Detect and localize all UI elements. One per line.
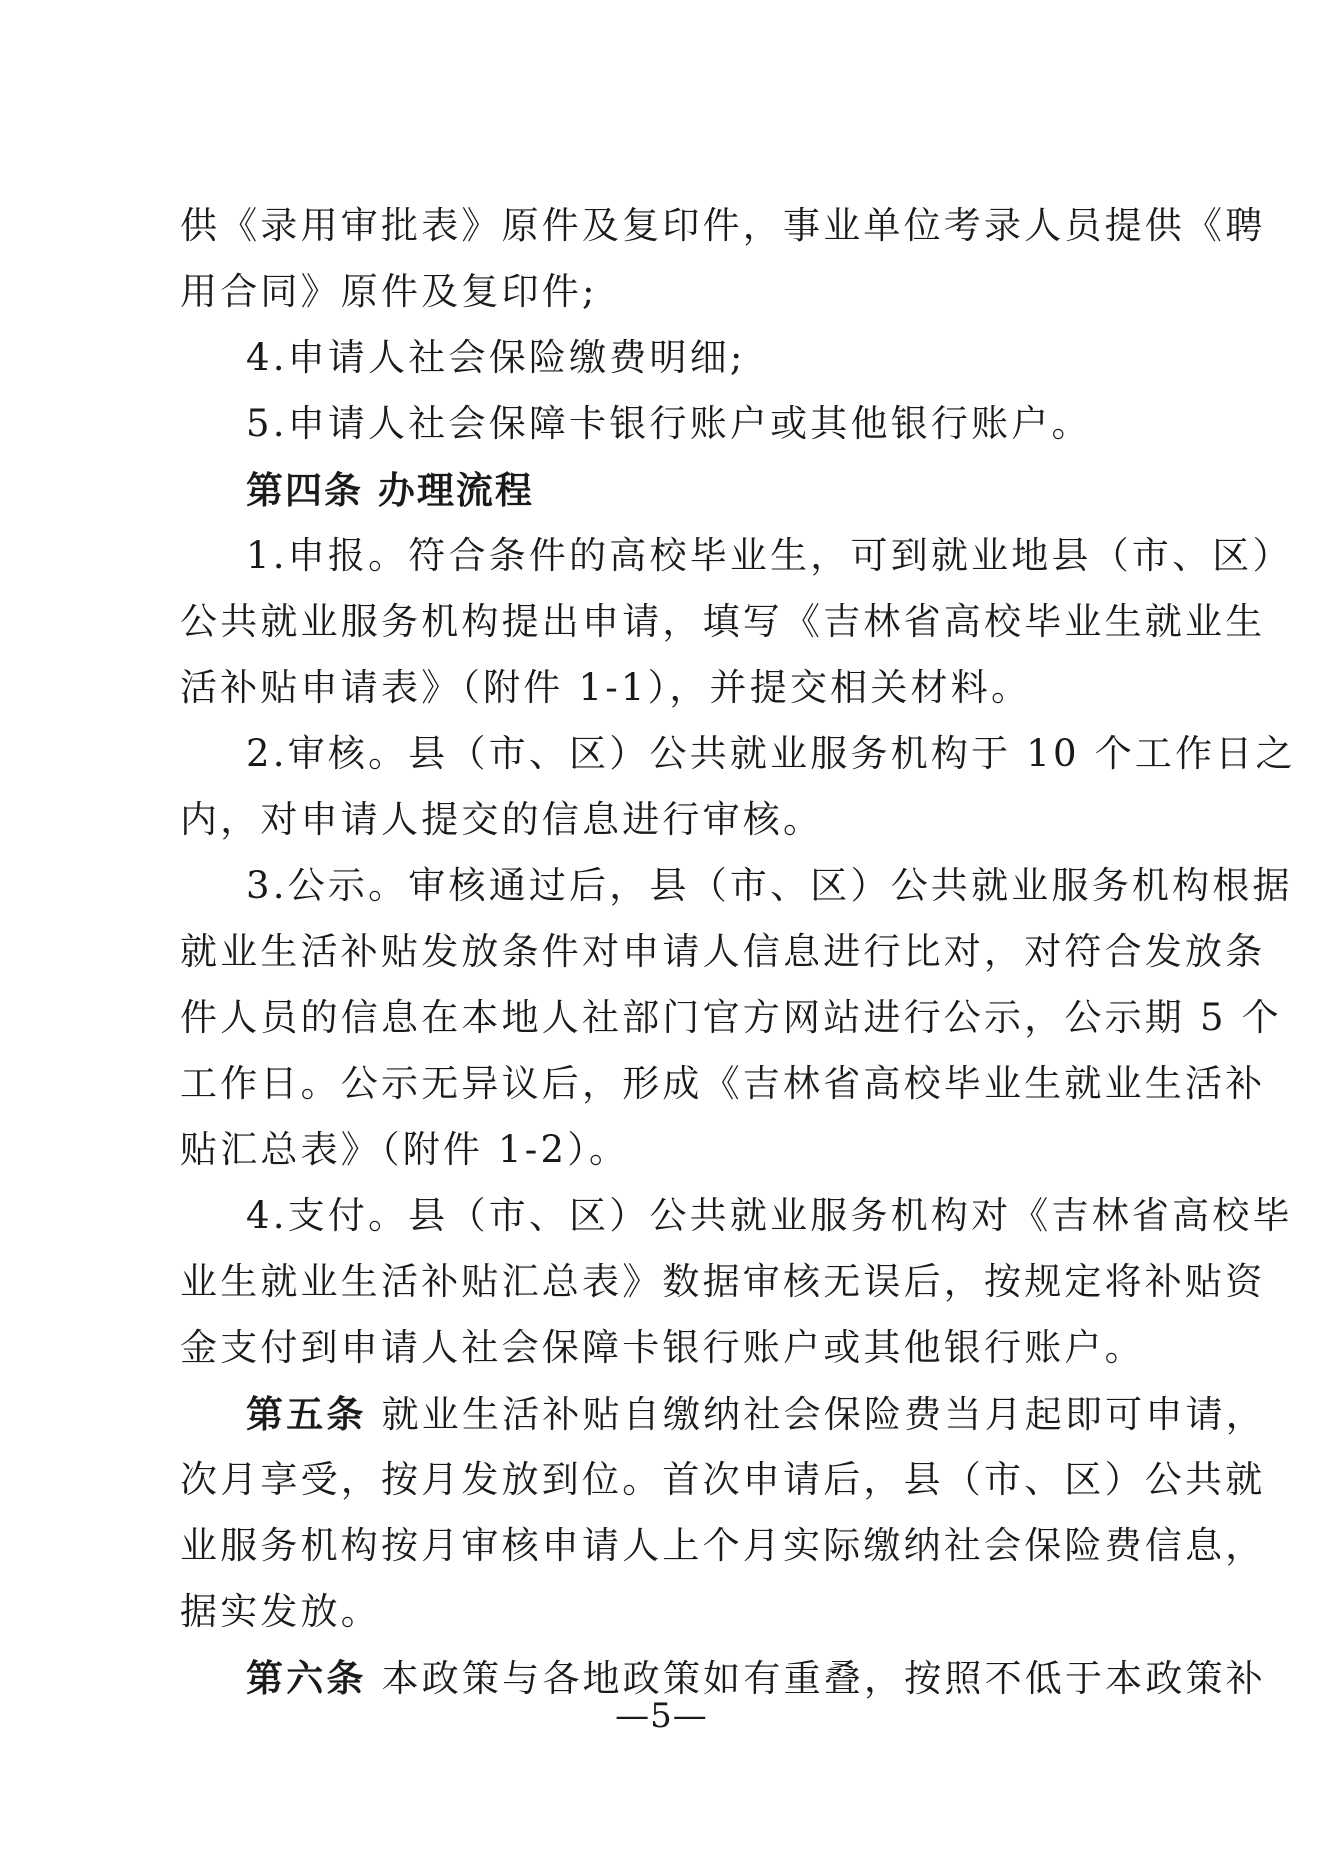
article-label: 第六条 — [246, 1656, 367, 1700]
text-line: 用合同》原件及复印件; — [180, 270, 598, 313]
text-line: 活补贴申请表》（附件 1-1），并提交相关材料。 — [180, 666, 1032, 709]
text-line: 件人员的信息在本地人社部门官方网站进行公示，公示期 5 个 — [180, 996, 1282, 1039]
article-text: 本政策与各地政策如有重叠，按照不低于本政策补 — [366, 1657, 1266, 1700]
article-label: 第五条 — [246, 1392, 367, 1436]
text-line: 公共就业服务机构提出申请，填写《吉林省高校毕业生就业生 — [180, 600, 1266, 643]
list-item: 5.申请人社会保障卡银行账户或其他银行账户。 — [246, 402, 1092, 445]
page-number: —5— — [615, 1696, 708, 1736]
text-line: 工作日。公示无异议后，形成《吉林省高校毕业生就业生活补 — [180, 1062, 1266, 1105]
text-line: 供《录用审批表》原件及复印件，事业单位考录人员提供《聘 — [180, 204, 1266, 247]
text-line: 贴汇总表》（附件 1-2）。 — [180, 1128, 630, 1171]
text-line: 业服务机构按月审核申请人上个月实际缴纳社会保险费信息， — [180, 1524, 1266, 1567]
text-line: 3.公示。审核通过后，县（市、区）公共就业服务机构根据 — [246, 864, 1293, 907]
text-line: 次月享受，按月发放到位。首次申请后，县（市、区）公共就 — [180, 1458, 1266, 1501]
text-line: 内，对申请人提交的信息进行审核。 — [180, 798, 824, 841]
article-text: 就业生活补贴自缴纳社会保险费当月起即可申请， — [366, 1393, 1266, 1436]
text-line: 据实发放。 — [180, 1590, 381, 1633]
text-line: 4.支付。县（市、区）公共就业服务机构对《吉林省高校毕 — [246, 1194, 1293, 1237]
text-line: 金支付到申请人社会保障卡银行账户或其他银行账户。 — [180, 1326, 1145, 1369]
text-line — [246, 1392, 1266, 1436]
list-item: 4.申请人社会保险缴费明细; — [246, 336, 746, 379]
text-line: 业生就业生活补贴汇总表》数据审核无误后，按规定将补贴资 — [180, 1260, 1266, 1303]
text-line: 1.申报。符合条件的高校毕业生，可到就业地县（市、区） — [246, 534, 1293, 577]
text-line: 就业生活补贴发放条件对申请人信息进行比对，对符合发放条 — [180, 930, 1266, 973]
text-line — [246, 1656, 1266, 1700]
article-heading: 第四条 办理流程 — [246, 468, 534, 512]
text-line: 2.审核。县（市、区）公共就业服务机构于 10 个工作日之 — [246, 732, 1296, 775]
